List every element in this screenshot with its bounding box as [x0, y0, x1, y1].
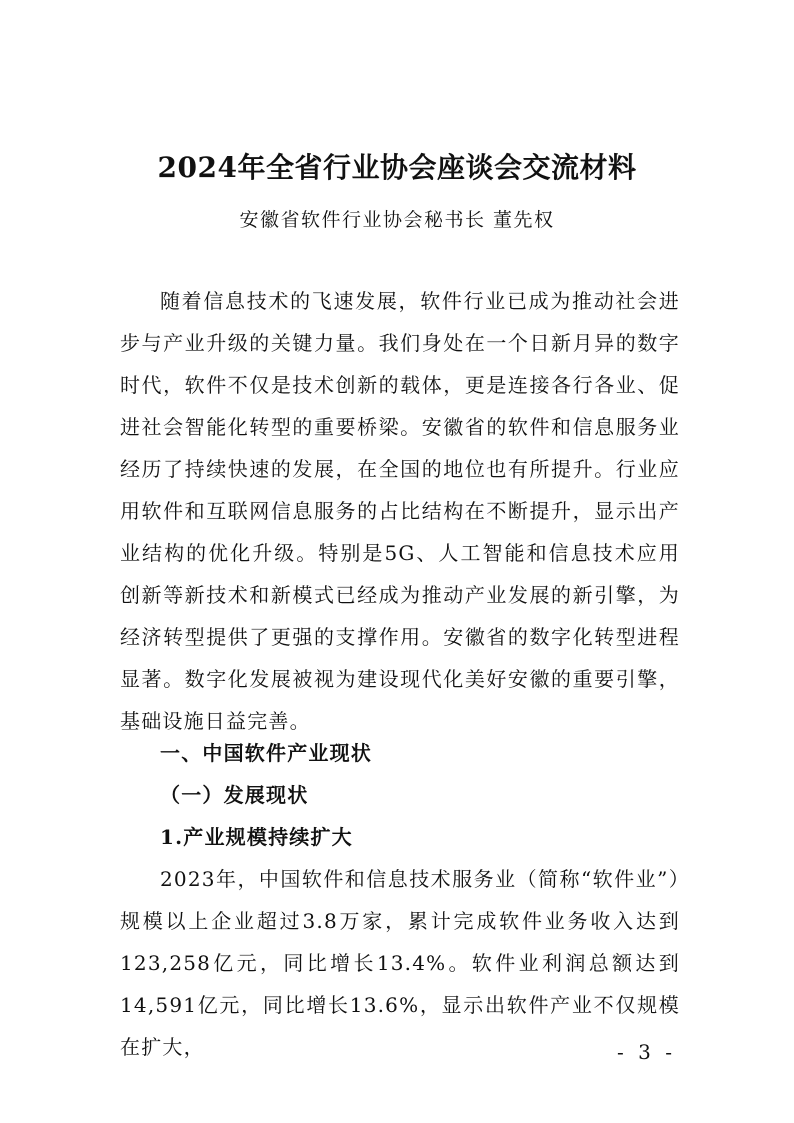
page-number: - 3 -	[617, 1040, 676, 1064]
body-paragraph-intro: 随着信息技术的飞速发展，软件行业已成为推动社会进步与产业升级的关键力量。我们身处在一个日新月异的数字时代，软件不仅是技术创新的载体，更是连接各行各业、促进社会智能化转型的重要桥梁。安徽省的软件和信息服务业经历了持续快速的发展，在全国的地位也有所提升。行业应用软件和互联网信息服务的占比结构在不断提升，显示出产业结构的优化升级。特别是5G、人工智能和信息技术应用创新等新技术和新模式已经成为推动产业发展的新引擎，为经济转型提供了更强的支撑作用。安徽省的数字化转型进程显著。数字化发展被视为建设现代化美好安徽的重要引擎，基础设施日益完善。	[120, 289, 680, 733]
body-paragraph-scale: 2023年，中国软件和信息技术服务业（简称“软件业”）规模以上企业超过3.8万家，累计完成软件业务收入达到123,258亿元，同比增长13.4%。软件业利润总额达到14,591亿元，同比增长13.6%，显示出软件产业不仅规模在扩大，	[120, 867, 680, 1059]
item-heading: 1.产业规模持续扩大	[160, 825, 353, 849]
document-title: 2024年全省行业协会座谈会交流材料	[157, 151, 637, 184]
subsection-heading: （一）发展现状	[160, 783, 309, 807]
document-author: 安徽省软件行业协会秘书长 董先权	[239, 209, 555, 231]
section-heading: 一、中国软件产业现状	[160, 741, 372, 765]
